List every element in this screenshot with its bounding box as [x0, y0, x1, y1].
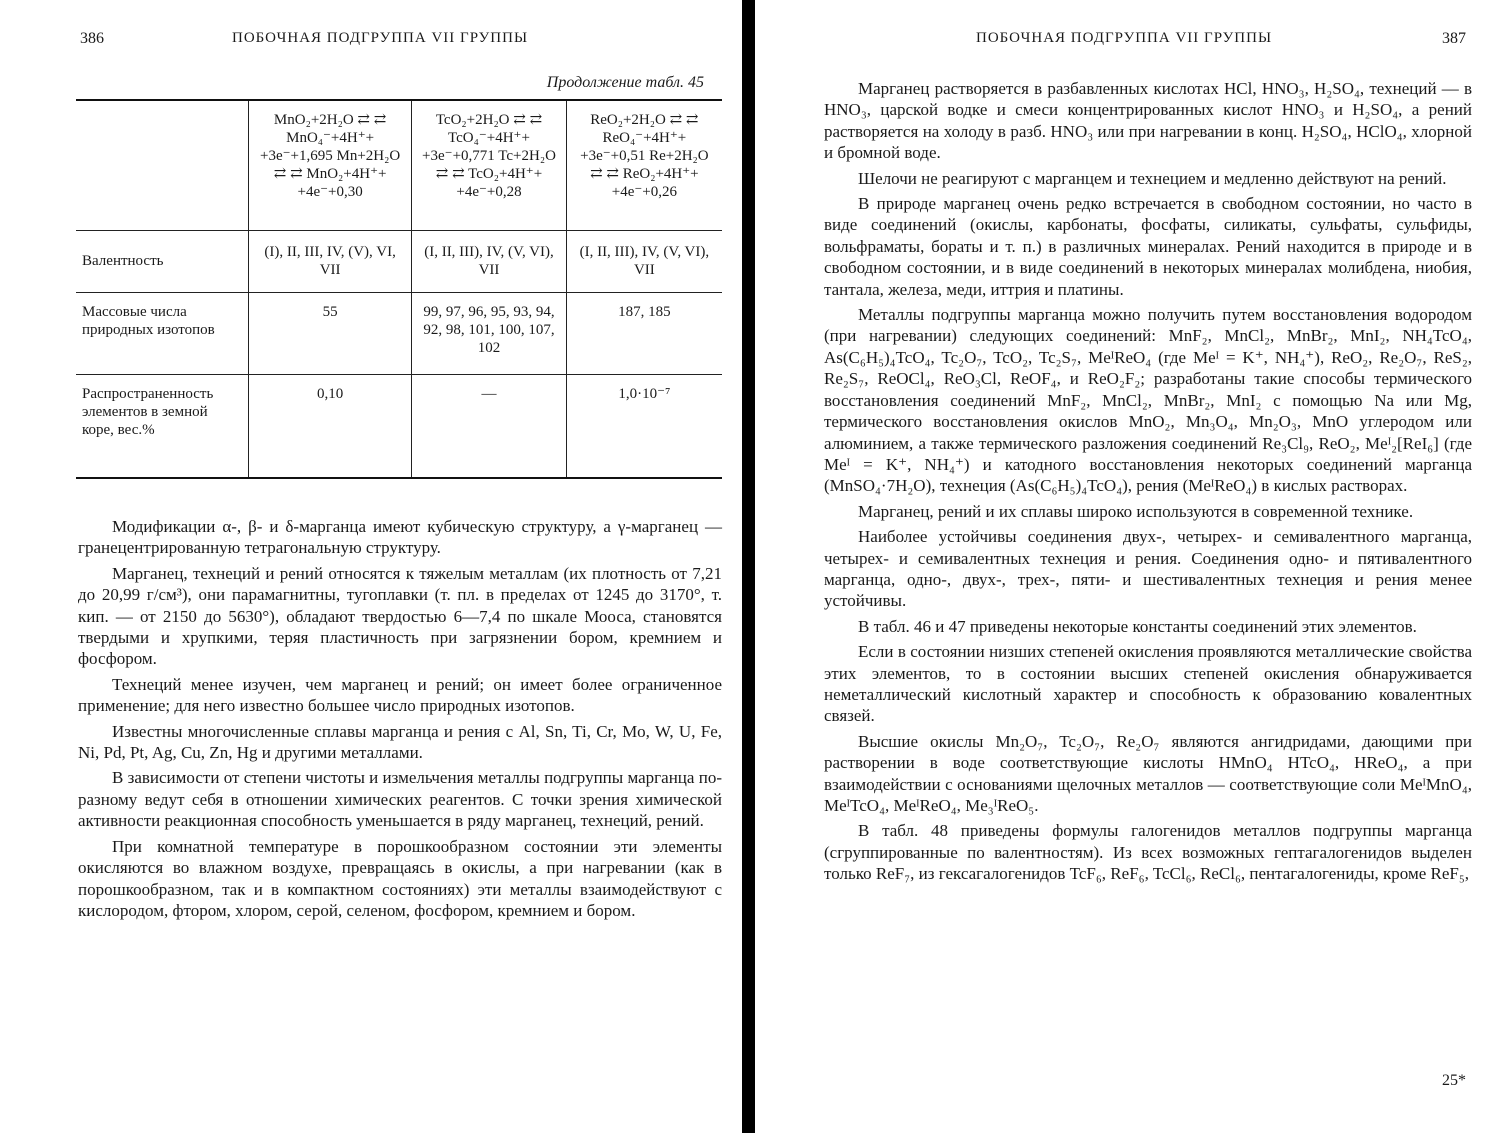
table-cell: (I), II, III, IV, (V), VI, VII: [249, 230, 412, 292]
table-cell: TcO₂+2H₂O ⇄ ⇄ TcO₄⁻+4H⁺+ +3e⁻+0,771 Tc+2H₂O ⇄ ⇄ TcO₂+4H⁺+ +4e⁻+0,28: [412, 100, 567, 230]
table-row-label: [76, 100, 249, 230]
table-cell: (I, II, III), IV, (V, VI), VII: [412, 230, 567, 292]
paragraph: Марганец, рений и их сплавы широко используются в современной технике.: [858, 501, 1414, 521]
table-continuation-caption: Продолжение табл. 45: [546, 74, 704, 91]
paragraph: Известны многочисленные сплавы марганца и рения с Al, Sn, Ti, Cr, Mo, W, U, Fe, Ni, Pd, Pt, Ag, Cu, Zn, Hg и другими металлами.: [78, 721, 722, 763]
table-cell: 1,0·10⁻⁷: [566, 374, 722, 478]
paragraph: Если в состоянии низших степеней окисления проявляются металлические свойства этих элементов, то в состоянии высших степеней окисления обнаруживается неметаллический кислотный характер и способность к образованию ковалентных связей.: [824, 642, 1472, 726]
table-cell: 99, 97, 96, 95, 93, 94, 92, 98, 101, 100, 107, 102: [412, 292, 567, 374]
table-row-label: Массовые числа природных изотопов: [76, 292, 249, 374]
left-page-number: 386: [80, 30, 104, 47]
left-body-text: [78, 516, 722, 925]
paragraph: Металлы подгруппы марганца можно получить путем восстановления водородом (при нагревании) следующих соединений: MnF₂, MnCl₂, MnBr₂, MnI₂, NH₄TcO₄, As(C₆H₅)₄TcO₄, Tc₂O₇, TcO₂, Tc₂S₇, MeᴵReO₄ (где Meᴵ = K⁺, NH₄⁺), ReO₂, Re₂O₇, ReS₂, Re₂S₇, ReOCl₄, ReO₃Cl, ReOF₄, и ReO₂F₂; разработаны такие способы термического восстановления соединений MnF₂, MnCl₂, MnBr₂, MnI₂ с помощью Na или Mg, термического восстановления окислов MnO₂, Mn₃O₄, Mn₂O₃, MnO углеродом или алюминием, а также термического разложения соединений Re₃Cl₉, ReO₂, Meᴵ₂[ReI₆] (где Meᴵ = K⁺, NH₄⁺) и катодного восстановления некоторых соединений марганца (MnSO₄·7H₂O), технеция (As(C₆H₅)₄TcO₄), рения (MeᴵReO₄) в кислых растворах.: [824, 305, 1472, 496]
paragraph: Модификации α-, β- и δ-марганца имеют кубическую структуру, а γ-марганец — гранецентрированную тетрагональную структуру.: [78, 517, 722, 558]
table-cell: —: [412, 374, 567, 478]
table-row-label: Распространенность элементов в земной коре, вес.%: [76, 374, 249, 478]
table-cell: (I, II, III), IV, (V, VI), VII: [566, 230, 722, 292]
left-page: [0, 0, 748, 1133]
table-cell: 55: [249, 292, 412, 374]
paragraph: Технеций менее изучен, чем марганец и рений; он имеет более ограниченное применение; для него известно большее число природных изотопов.: [78, 674, 722, 716]
book-gutter: [742, 0, 760, 1133]
right-running-header: ПОБОЧНАЯ ПОДГРУППА VII ГРУППЫ: [976, 30, 1273, 46]
table-cell: 187, 185: [566, 292, 722, 374]
paragraph: Высшие окислы Mn₂O₇, Tc₂O₇, Re₂O₇ являются ангидридами, дающими при растворении в воде соответствующие кислоты HMnO₄ HTcO₄, HReO₄, а при взаимодействии с основаниями щелочных металлов — соответствующие соли MeᴵMnO₄, MeᴵTcO₄, MeᴵReO₄, Me₃ᴵReO₅.: [824, 731, 1472, 815]
table-row: [76, 100, 722, 230]
signature-mark: 25*: [1442, 1072, 1466, 1089]
table-row-label: Валентность: [76, 230, 249, 292]
paragraph: В табл. 46 и 47 приведены некоторые константы соединений этих элементов.: [858, 616, 1417, 636]
table-row: [76, 230, 722, 292]
table-cell: 0,10: [249, 374, 412, 478]
paragraph: Наиболее устойчивы соединения двух-, четырех- и семивалентного марганца, четырех- и семивалентных технеция и рения. Соединения одно- и пятивалентного марганца, одно-, двух-, трех-, пяти- и шестивалентных технеция и рения менее устойчивы.: [824, 527, 1472, 611]
table-row: [76, 374, 722, 478]
paragraph: Марганец, технеций и рений относятся к тяжелым металлам (их плотность от 7,21 до 20,99 г/см³), они парамагнитны, тугоплавки (т. пл. в пределах от 1245 до 3170°, т. кип. — от 2150 до 5630°), обладают твердостью 6—7,4 по шкале Мооса, становятся твердыми и хрупкими, теряя пластичность при загрязнении бором, кремнием и фосфором.: [78, 563, 722, 669]
paragraph: В зависимости от степени чистоты и измельчения металлы подгруппы марганца по-разному ведут себя в отношении химических реагентов. С точки зрения химической активности реакционная способность уменьшается в ряду марганец, технеций, рений.: [78, 768, 722, 831]
right-page-number: 387: [1442, 30, 1466, 47]
right-page: [760, 0, 1508, 1133]
right-body-text: [824, 78, 1472, 889]
left-running-header: ПОБОЧНАЯ ПОДГРУППА VII ГРУППЫ: [232, 30, 529, 46]
paragraph: Шелочи не реагируют с марганцем и технецием и медленно действуют на рений.: [858, 168, 1447, 188]
table-cell: MnO₂+2H₂O ⇄ ⇄ MnO₄⁻+4H⁺+ +3e⁻+1,695 Mn+2H₂O ⇄ ⇄ MnO₂+4H⁺+ +4e⁻+0,30: [249, 100, 412, 230]
table-45: [76, 99, 722, 479]
table-row: [76, 292, 722, 374]
paragraph: В табл. 48 приведены формулы галогенидов металлов подгруппы марганца (сгруппированные по валентностям). Из всех возможных гептагалогенидов выделен только ReF₇, из гексагалогенидов TcF₆, ReF₆, TcCl₆, ReCl₆, пентагалогениды, кроме ReF₅,: [824, 821, 1472, 884]
paragraph: При комнатной температуре в порошкообразном состоянии эти элементы окисляются во влажном воздухе, превращаясь в окислы, а при нагревании (как в порошкообразном, так и в компактном состояниях) эти металлы взаимодействуют с кислородом, фтором, хлором, серой, селеном, фосфором, кремнием и бором.: [78, 836, 722, 920]
table-cell: ReO₂+2H₂O ⇄ ⇄ ReO₄⁻+4H⁺+ +3e⁻+0,51 Re+2H₂O ⇄ ⇄ ReO₂+4H⁺+ +4e⁻+0,26: [566, 100, 722, 230]
paragraph: Марганец растворяется в разбавленных кислотах HCl, HNO₃, H₂SO₄, технеций — в HNO₃, царской водке и смеси концентрированных кислот HNO₃ и H₂SO₄, а рений растворяется на холоду в разб. HNO₃ или при нагревании в конц. H₂SO₄, HClO₄, хлорной и бромной воде.: [824, 79, 1472, 163]
paragraph: В природе марганец очень редко встречается в свободном состоянии, но часто в виде соединений (окислы, карбонаты, фосфаты, силикаты, сульфаты, сульфиды, вольфраматы, бораты и т. п.) в различных минералах. Рений находится в природе и в свободном состоянии, и в виде соединений в некоторых минералах молибдена, ниобия, тантала, железа, меди, иттрия и платины.: [824, 194, 1472, 299]
